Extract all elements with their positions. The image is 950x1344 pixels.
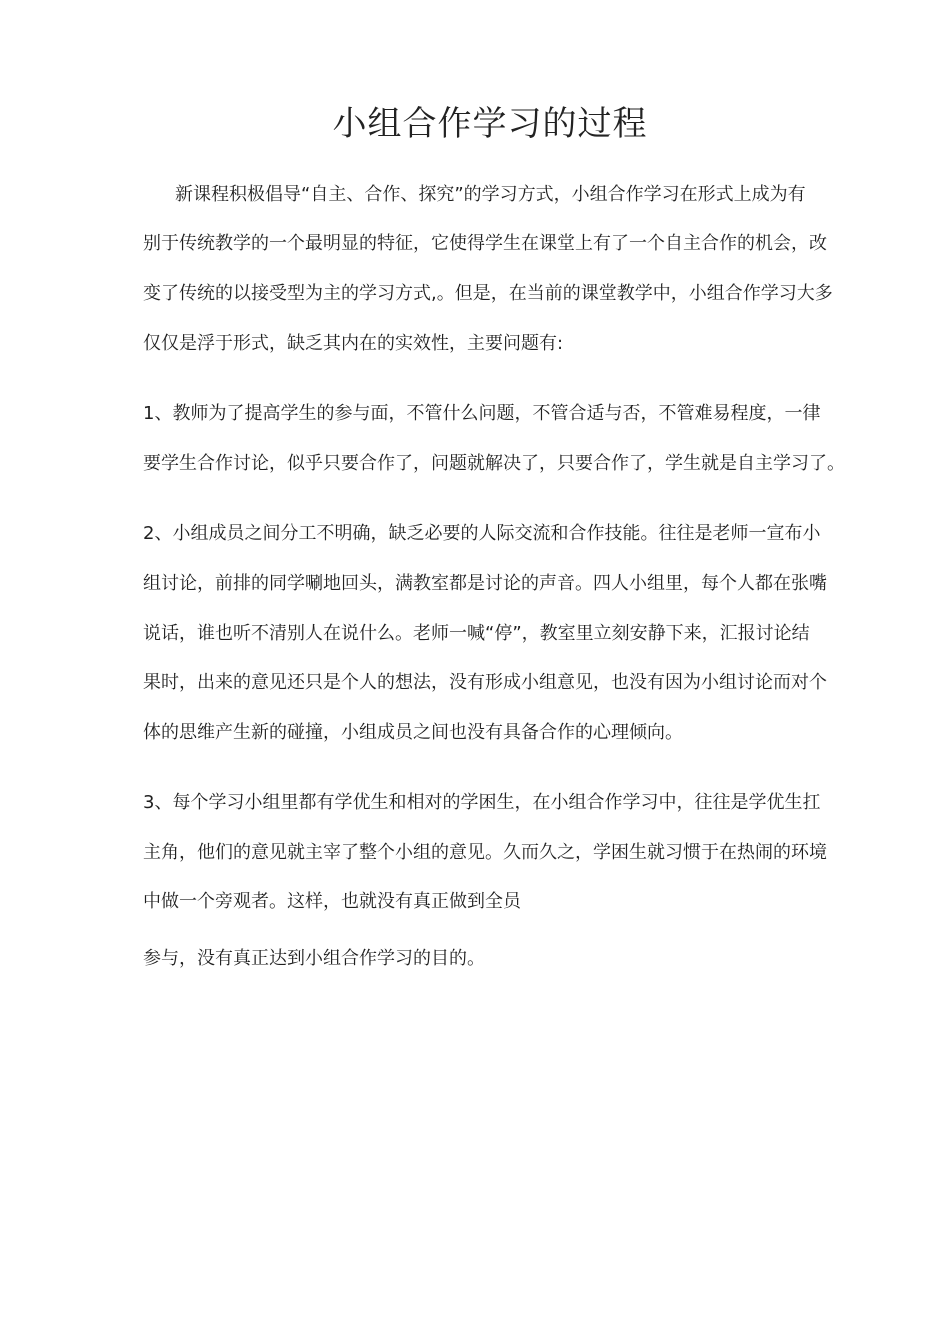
point-1-line-1: 1、教师为了提高学生的参与面，不管什么问题，不管合适与否，不管难易程度，一律: [143, 403, 821, 424]
point-3-line-2: 主角，他们的意见就主宰了整个小组的意见。久而久之，学困生就习惯于在热闹的环境: [143, 842, 827, 863]
point-3-line-3: 中做一个旁观者。这样，也就没有真正做到全员: [143, 891, 521, 912]
point-3-line-4: 参与，没有真正达到小组合作学习的目的。: [143, 948, 485, 969]
point-2-line-1: 2、小组成员之间分工不明确，缺乏必要的人际交流和合作技能。往往是老师一宣布小: [143, 523, 821, 544]
point-1-line-2: 要学生合作讨论，似乎只要合作了，问题就解决了，只要合作了，学生就是自主学习了。: [143, 453, 845, 474]
intro-line-4: 仅仅是浮于形式，缺乏其内在的实效性，主要问题有:: [143, 333, 564, 354]
intro-line-1: 新课程积极倡导“自主、合作、探究”的学习方式，小组合作学习在形式上成为有: [175, 184, 806, 205]
point-2-line-4: 果时，出来的意见还只是个人的想法，没有形成小组意见，也没有因为小组讨论而对个: [143, 672, 827, 693]
point-2-line-5: 体的思维产生新的碰撞，小组成员之间也没有具备合作的心理倾向。: [143, 722, 683, 743]
intro-line-3: 变了传统的以接受型为主的学习方式,。但是，在当前的课堂教学中，小组合作学习大多: [143, 283, 833, 304]
point-3-line-1: 3、每个学习小组里都有学优生和相对的学困生，在小组合作学习中，往往是学优生扛: [143, 792, 821, 813]
document-title: 小组合作学习的过程: [332, 104, 648, 144]
point-2-line-3: 说话，谁也听不清别人在说什么。老师一喊“停”，教室里立刻安静下来，汇报讨论结: [143, 623, 810, 644]
point-2-line-2: 组讨论，前排的同学唰地回头，满教室都是讨论的声音。四人小组里，每个人都在张嘴: [143, 573, 827, 594]
intro-line-2: 别于传统教学的一个最明显的特征，它使得学生在课堂上有了一个自主合作的机会，改: [143, 233, 827, 254]
